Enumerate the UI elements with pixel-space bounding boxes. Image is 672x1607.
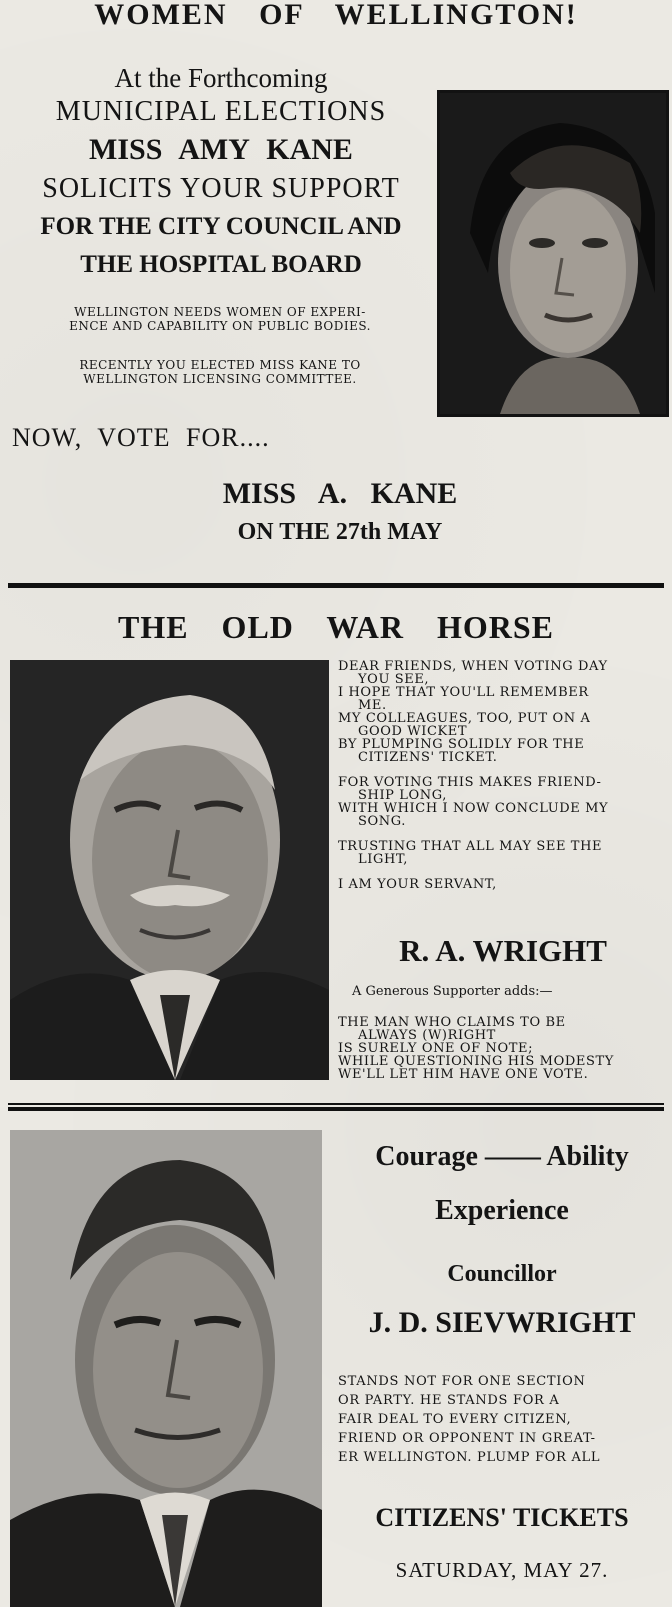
kane-election-date: ON THE 27th MAY xyxy=(237,519,443,545)
verse-line: ALWAYS (W)RIGHT xyxy=(358,1028,496,1043)
wright-poem xyxy=(338,660,668,891)
poem-line: LIGHT, xyxy=(358,852,408,867)
poem-line: BY PLUMPING SOLIDLY FOR THE xyxy=(338,737,585,752)
poem-line: TRUSTING THAT ALL MAY SEE THE xyxy=(338,839,603,854)
sievwright-name: J. D. SIEVWRIGHT xyxy=(368,1306,636,1339)
poem-line: SHIP LONG, xyxy=(358,788,447,803)
verse-line: IS SURELY ONE OF NOTE; xyxy=(338,1041,534,1056)
supporter-caption: A Generous Supporter adds:— xyxy=(352,984,553,999)
kane-appeal xyxy=(10,62,432,284)
kane-line-hospital: THE HOSPITAL BOARD xyxy=(80,251,362,278)
kane-note-line: RECENTLY YOU ELECTED MISS KANE TO xyxy=(79,358,361,372)
sievwright-statement xyxy=(338,1372,670,1467)
kane-note-licensing xyxy=(20,358,420,386)
citizens-tickets: CITIZENS' TICKETS xyxy=(375,1503,629,1532)
kane-headline: WOMEN OF WELLINGTON! xyxy=(94,0,578,31)
kane-line-forthcoming: At the Forthcoming xyxy=(114,63,328,93)
sievwright-portrait-illustration xyxy=(10,1130,322,1607)
kane-portrait-photo xyxy=(437,90,669,417)
section-divider xyxy=(8,1103,664,1105)
wright-portrait-photo xyxy=(10,660,329,1080)
kane-note-line: WELLINGTON LICENSING COMMITTEE. xyxy=(83,372,357,386)
verse-line: WHILE QUESTIONING HIS MODESTY xyxy=(338,1054,614,1069)
statement-line: FRIEND OR OPPONENT IN GREAT- xyxy=(338,1431,596,1446)
kane-portrait-illustration xyxy=(440,93,666,414)
statement-line: STANDS NOT FOR ONE SECTION xyxy=(338,1374,586,1389)
supporter-verse xyxy=(338,1016,668,1081)
poem-line: SONG. xyxy=(358,814,406,829)
wright-name: R. A. WRIGHT xyxy=(399,933,607,968)
kane-line-solicits: SOLICITS YOUR SUPPORT xyxy=(42,173,400,204)
kane-note-experience xyxy=(20,305,420,333)
poem-line: I AM YOUR SERVANT, xyxy=(338,877,497,892)
poem-line: YOU SEE, xyxy=(358,672,430,687)
poem-line: MY COLLEAGUES, TOO, PUT ON A xyxy=(338,711,591,726)
poem-line: CITIZENS' TICKET. xyxy=(358,750,498,765)
kane-line-name: MISS AMY KANE xyxy=(89,133,353,166)
wright-portrait-illustration xyxy=(10,660,329,1080)
sievwright-portrait-photo xyxy=(10,1130,322,1607)
statement-line: FAIR DEAL TO EVERY CITIZEN, xyxy=(338,1412,572,1427)
statement-line: OR PARTY. HE STANDS FOR A xyxy=(338,1393,560,1408)
kane-line-council: FOR THE CITY COUNCIL AND xyxy=(40,213,402,240)
verse-line: WE'LL LET HIM HAVE ONE VOTE. xyxy=(338,1067,589,1082)
kane-line-elections: MUNICIPAL ELECTIONS xyxy=(55,96,387,127)
sievwright-election-date: SATURDAY, MAY 27. xyxy=(395,1558,609,1582)
statement-line: ER WELLINGTON. PLUMP FOR ALL xyxy=(338,1450,601,1465)
kane-ballot-name: MISS A. KANE xyxy=(222,477,458,510)
sievwright-tagline-experience: Experience xyxy=(435,1195,569,1226)
war-horse-headline: THE OLD WAR HORSE xyxy=(117,609,555,645)
poem-line: ME. xyxy=(358,698,387,713)
kane-note-line: WELLINGTON NEEDS WOMEN OF EXPERI- xyxy=(74,305,366,319)
now-vote-text: NOW, VOTE FOR.... xyxy=(12,423,270,452)
poem-line: I HOPE THAT YOU'LL REMEMBER xyxy=(338,685,589,700)
kane-note-line: ENCE AND CAPABILITY ON PUBLIC BODIES. xyxy=(69,319,371,333)
section-divider xyxy=(8,583,664,588)
section-divider xyxy=(8,1107,664,1111)
poem-line: GOOD WICKET xyxy=(358,724,468,739)
verse-line: THE MAN WHO CLAIMS TO BE xyxy=(338,1015,566,1030)
sievwright-title: Councillor xyxy=(447,1261,557,1287)
sievwright-tagline-courage: Courage —— Ability xyxy=(375,1141,629,1172)
poem-line: FOR VOTING THIS MAKES FRIEND- xyxy=(338,775,602,790)
poem-line: WITH WHICH I NOW CONCLUDE MY xyxy=(338,801,609,816)
poem-line: DEAR FRIENDS, WHEN VOTING DAY xyxy=(338,659,608,674)
